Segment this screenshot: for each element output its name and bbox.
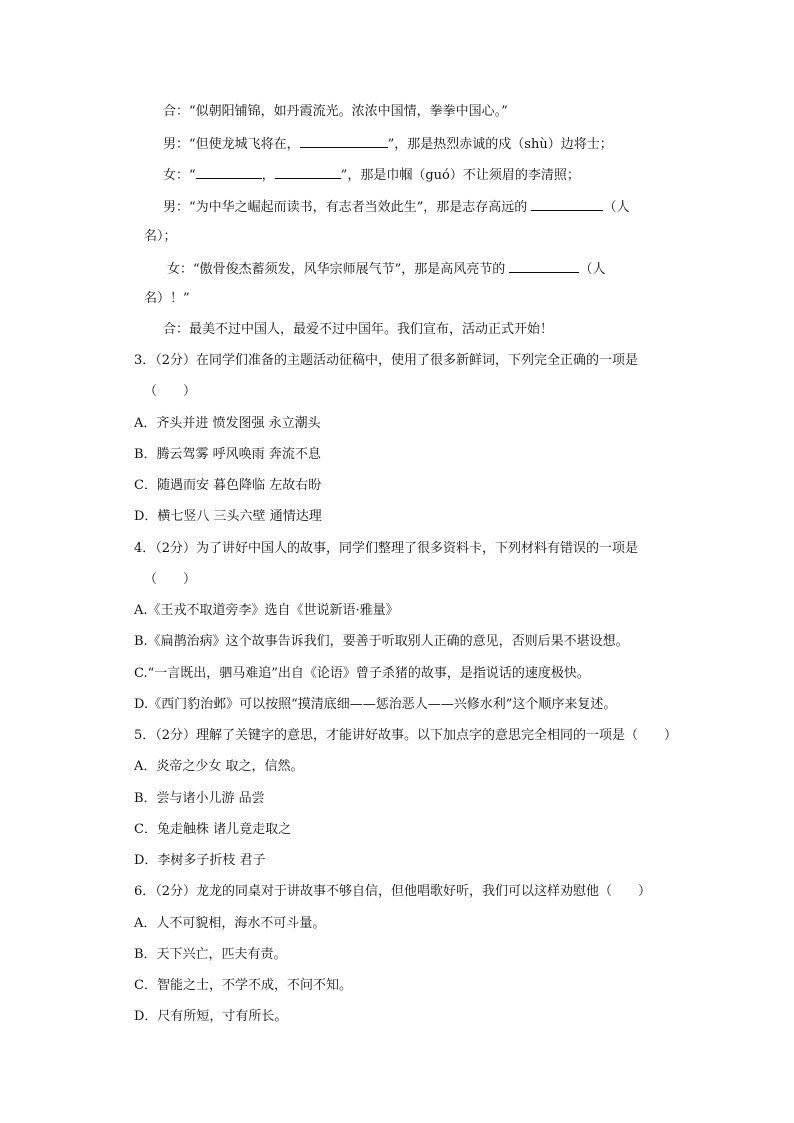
question-5-option-b[interactable]: B．尝与诸小儿游 品尝 <box>134 791 265 806</box>
dialogue-nv-2 <box>167 259 605 279</box>
dialogue-nan-2-text-a: 男：“为中华之崛起而读书，有志者当效此生”，那是志存高远的 <box>163 200 528 215</box>
dialogue-nv-1-text-a: 女：“ <box>163 168 196 183</box>
question-5-option-d[interactable]: D．李树多子折枝 君子 <box>134 853 266 868</box>
dialogue-nan-1 <box>163 134 613 154</box>
question-4-answer-paren[interactable]: （ ） <box>144 572 197 587</box>
fill-blank-3[interactable] <box>275 165 341 179</box>
dialogue-nan-2-cont: 名）； <box>144 229 177 244</box>
dialogue-nv-2-text-b: （人 <box>579 262 606 277</box>
dialogue-he-1: 合：“似朝阳铺锦，如丹霞流光。浓浓中国情，拳拳中国心。” <box>163 104 508 119</box>
dialogue-nv-1-text-b: ”，那是巾帼（guó）不让须眉的李清照； <box>340 168 580 183</box>
dialogue-nan-2 <box>163 197 629 217</box>
question-6-option-a[interactable]: A．人不可貌相，海水不可斗量。 <box>134 916 326 931</box>
question-3-option-d[interactable]: D．横七竖八 三头六壁 通情达理 <box>134 509 322 524</box>
fill-blank-4[interactable] <box>531 197 603 211</box>
question-6-option-d[interactable]: D．尺有所短，寸有所长。 <box>134 1009 288 1024</box>
dialogue-nv-2-text-a: 女：“傲骨俊杰蓄须发，风华宗师展气节”，那是高风亮节的 <box>167 262 506 277</box>
question-6-stem: 6．（2分）龙龙的同桌对于讲故事不够自信，但他唱歌好听，我们可以这样劝慰他（ ） <box>134 884 652 899</box>
dialogue-nan-1-text-a: 男：“但使龙城飞将在， <box>163 137 300 152</box>
dialogue-nv-2-cont: 名）！” <box>144 291 190 306</box>
question-4-option-a[interactable]: A.《王戎不取道旁李》选自《世说新语·雅量》 <box>134 603 399 618</box>
fill-blank-1[interactable] <box>300 134 388 148</box>
question-6-option-b[interactable]: B．天下兴亡，匹夫有责。 <box>134 947 287 962</box>
question-5-option-a[interactable]: A．炎帝之少女 取之，信然。 <box>134 759 304 774</box>
question-3-answer-paren[interactable]: （ ） <box>144 384 197 399</box>
dialogue-nv-1-sep: ， <box>261 168 275 183</box>
dialogue-nv-1 <box>163 165 580 185</box>
fill-blank-2[interactable] <box>196 165 262 179</box>
question-6-option-c[interactable]: C．智能之士，不学不成，不问不知。 <box>134 978 352 993</box>
fill-blank-5[interactable] <box>509 259 579 273</box>
question-4-option-b[interactable]: B.《扁鹊治病》这个故事告诉我们，要善于听取别人正确的意见，否则后果不堪设想。 <box>134 634 629 649</box>
dialogue-nan-1-text-b: ”，那是热烈赤诚的戍（shù）边将士； <box>387 137 613 152</box>
question-3-option-b[interactable]: B．腾云驾雾 呼风唤雨 奔流不息 <box>134 447 321 462</box>
dialogue-he-2: 合：最美不过中国人，最爱不过中国年。我们宣布，活动正式开始！ <box>163 322 554 337</box>
question-5-option-c[interactable]: C．兔走触株 诸儿竟走取之 <box>134 822 292 837</box>
question-4-option-c[interactable]: C.“一言既出，驷马难追”出自《论语》曾子杀猪的故事，是指说话的速度极快。 <box>134 666 590 681</box>
question-3-stem: 3．（2分）在同学们准备的主题活动征稿中，使用了很多新鲜词，下列完全正确的一项是 <box>134 353 639 368</box>
dialogue-nan-2-text-b: （人 <box>603 200 630 215</box>
question-4-stem: 4．（2分）为了讲好中国人的故事，同学们整理了很多资料卡，下列材料有错误的一项是 <box>134 541 639 556</box>
question-3-option-a[interactable]: A．齐头并进 愤发图强 永立潮头 <box>134 416 321 431</box>
question-5-stem: 5．（2分）理解了关键字的意思，才能讲好故事。以下加点字的意思完全相同的一项是（ ） <box>134 728 678 743</box>
question-4-option-d[interactable]: D.《西门豹治邺》可以按照“摸清底细——惩治恶人——兴修水利”这个顺序来复述。 <box>134 697 617 712</box>
question-3-option-c[interactable]: C．随遇而安 暮色降临 左故右盼 <box>134 478 322 493</box>
